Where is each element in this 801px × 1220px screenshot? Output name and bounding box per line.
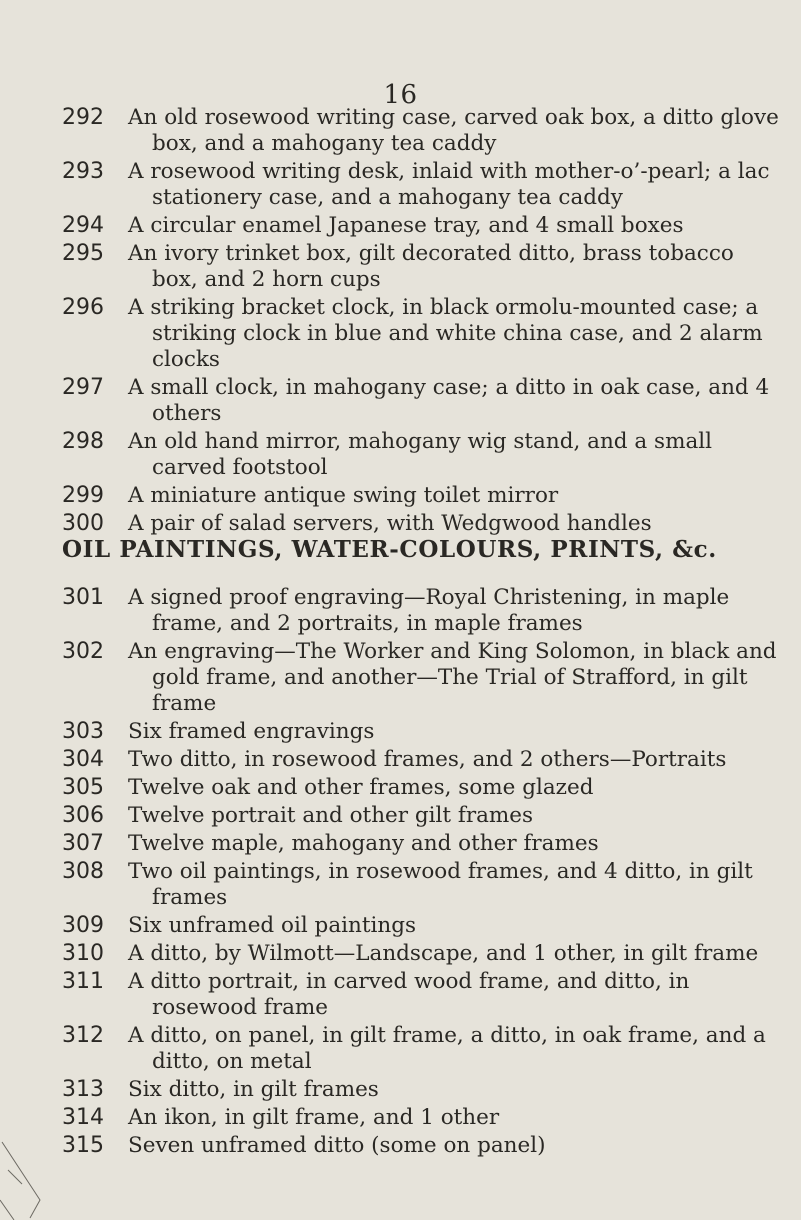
lot-number: 305 bbox=[62, 775, 104, 800]
lot-description: An ikon, in gilt frame, and 1 other bbox=[128, 1105, 500, 1130]
lot-description: Seven unframed ditto (some on panel) bbox=[128, 1133, 546, 1158]
lot-description: Six unframed oil paintings bbox=[128, 913, 417, 938]
lot-description: A ditto, on panel, in gilt frame, a ditto, in oak frame, and a ditto, on metal bbox=[128, 1023, 766, 1074]
lot-description: Two ditto, in rosewood frames, and 2 others—Portraits bbox=[128, 747, 727, 772]
lot-entry bbox=[62, 1023, 782, 1075]
lot-list-furnishings bbox=[62, 105, 782, 539]
lot-entry bbox=[62, 803, 782, 829]
lot-description: An ivory trinket box, gilt decorated ditto, brass tobacco box, and 2 horn cups bbox=[128, 241, 734, 292]
lot-entry bbox=[62, 719, 782, 745]
lot-number: 299 bbox=[62, 483, 104, 508]
lot-number: 306 bbox=[62, 803, 104, 828]
lot-entry bbox=[62, 295, 782, 373]
lot-description: A striking bracket clock, in black ormolu-mounted case; a striking clock in blue and white china case, and 2 alarm clocks bbox=[128, 295, 763, 372]
lot-entry bbox=[62, 775, 782, 801]
section-heading: OIL PAINTINGS, WATER-COLOURS, PRINTS, &c. bbox=[62, 536, 717, 563]
lot-entry bbox=[62, 159, 782, 211]
lot-entry bbox=[62, 1105, 782, 1131]
lot-description: Twelve portrait and other gilt frames bbox=[128, 803, 534, 828]
lot-number: 310 bbox=[62, 941, 104, 966]
page-number: 16 bbox=[383, 80, 418, 110]
lot-entry bbox=[62, 585, 782, 637]
lot-entry bbox=[62, 941, 782, 967]
lot-number: 297 bbox=[62, 375, 104, 400]
lot-entry bbox=[62, 1133, 782, 1159]
lot-entry bbox=[62, 969, 782, 1021]
lot-description: A pair of salad servers, with Wedgwood handles bbox=[128, 511, 652, 536]
lot-number: 304 bbox=[62, 747, 104, 772]
lot-number: 293 bbox=[62, 159, 104, 184]
lot-description: A rosewood writing desk, inlaid with mother-o’-pearl; a lac stationery case, and a mahogany tea caddy bbox=[128, 159, 770, 210]
lot-description: A small clock, in mahogany case; a ditto in oak case, and 4 others bbox=[128, 375, 770, 426]
lot-entry bbox=[62, 831, 782, 857]
lot-description: A miniature antique swing toilet mirror bbox=[128, 483, 559, 508]
lot-description: A signed proof engraving—Royal Christening, in maple frame, and 2 portraits, in maple frames bbox=[128, 585, 730, 636]
lot-description: A ditto portrait, in carved wood frame, and ditto, in rosewood frame bbox=[128, 969, 690, 1020]
lot-number: 309 bbox=[62, 913, 104, 938]
lot-list-paintings bbox=[62, 585, 782, 1161]
pencil-sketch-mark bbox=[0, 1140, 60, 1220]
lot-entry bbox=[62, 241, 782, 293]
lot-entry bbox=[62, 747, 782, 773]
lot-number: 295 bbox=[62, 241, 104, 266]
lot-number: 315 bbox=[62, 1133, 104, 1158]
lot-entry bbox=[62, 511, 782, 537]
lot-description: Six ditto, in gilt frames bbox=[128, 1077, 379, 1102]
lot-description: Twelve oak and other frames, some glazed bbox=[128, 775, 594, 800]
lot-number: 301 bbox=[62, 585, 104, 610]
lot-number: 302 bbox=[62, 639, 104, 664]
lot-entry bbox=[62, 213, 782, 239]
lot-description: A circular enamel Japanese tray, and 4 small boxes bbox=[128, 213, 684, 238]
lot-description: An engraving—The Worker and King Solomon, in black and gold frame, and another—The Trial of Strafford, in gilt frame bbox=[128, 639, 777, 716]
lot-description: An old rosewood writing case, carved oak box, a ditto glove box, and a mahogany tea caddy bbox=[128, 105, 779, 156]
lot-description: An old hand mirror, mahogany wig stand, and a small carved footstool bbox=[128, 429, 713, 480]
lot-number: 308 bbox=[62, 859, 104, 884]
lot-number: 294 bbox=[62, 213, 104, 238]
lot-description: Two oil paintings, in rosewood frames, and 4 ditto, in gilt frames bbox=[128, 859, 753, 910]
lot-number: 300 bbox=[62, 511, 104, 536]
lot-entry bbox=[62, 913, 782, 939]
lot-number: 311 bbox=[62, 969, 104, 994]
lot-entry bbox=[62, 429, 782, 481]
lot-entry bbox=[62, 375, 782, 427]
lot-description: Twelve maple, mahogany and other frames bbox=[128, 831, 599, 856]
lot-entry bbox=[62, 859, 782, 911]
lot-number: 296 bbox=[62, 295, 104, 320]
lot-entry bbox=[62, 1077, 782, 1103]
lot-number: 307 bbox=[62, 831, 104, 856]
lot-entry bbox=[62, 483, 782, 509]
lot-entry bbox=[62, 639, 782, 717]
lot-description: A ditto, by Wilmott—Landscape, and 1 other, in gilt frame bbox=[128, 941, 759, 966]
lot-number: 298 bbox=[62, 429, 104, 454]
lot-entry bbox=[62, 105, 782, 157]
lot-number: 314 bbox=[62, 1105, 104, 1130]
lot-description: Six framed engravings bbox=[128, 719, 375, 744]
lot-number: 292 bbox=[62, 105, 104, 130]
lot-number: 303 bbox=[62, 719, 104, 744]
lot-number: 312 bbox=[62, 1023, 104, 1048]
lot-number: 313 bbox=[62, 1077, 104, 1102]
